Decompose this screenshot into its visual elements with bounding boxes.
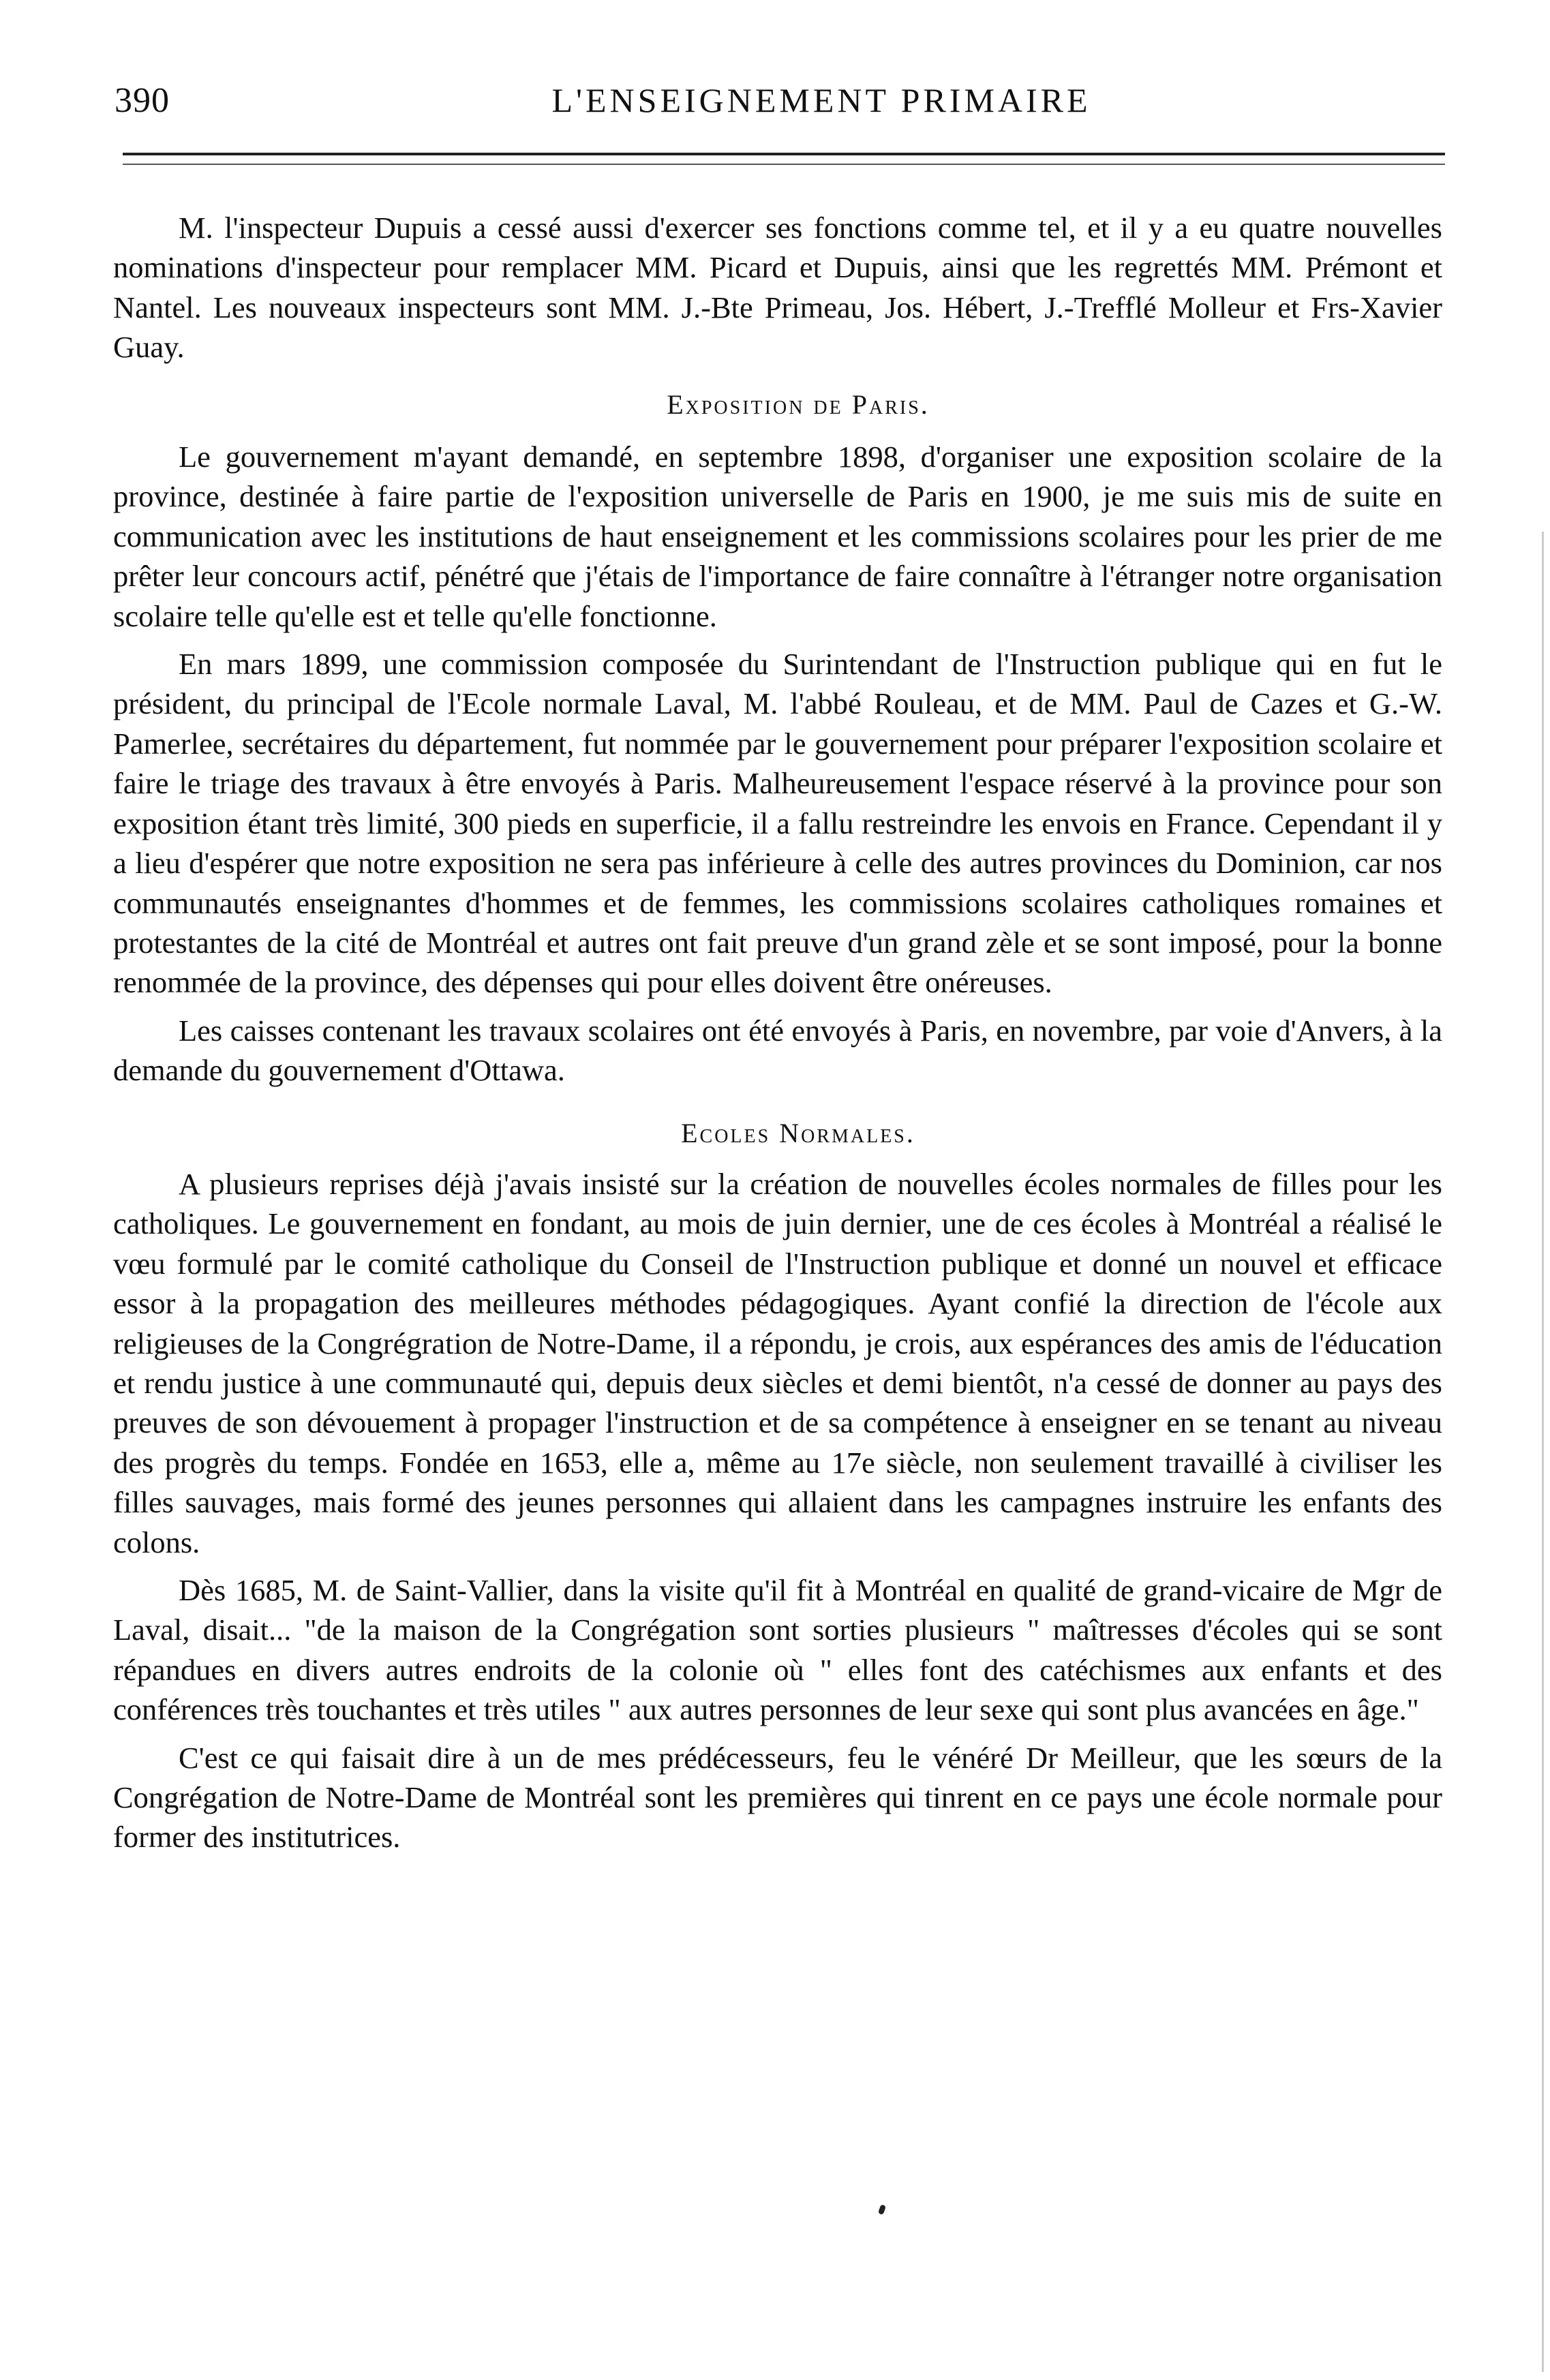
paragraph-ecoles-normales: A plusieurs reprises déjà j'avais insisté sur la création de nouvelles écoles normales de filles pour les catholiques. Le gouvernement en fondant, au mois de juin dernier, une de ces écoles à Montréal a réalisé le vœu formulé par le comité catholique du Conseil de l'Instruction publique et donné un nouvel et efficace essor à la propagation des meilleures méthodes pédagogiques. Ayant confié la direction de l'école aux religieuses de la Congrégration de Notre-Dame, il a répondu, je crois, aux espérances des amis de l'éducation et rendu justice à une communauté qui, depuis deux siècles et demi bientôt, n'a cessé de donner au pays des preuves de son dévouement à propager l'instruction et de sa compétence à enseigner en se tenant au niveau des progrès du temps. Fondée en 1653, elle a, même au 17e siècle, non seulement travaillé à civiliser les filles sauvages, mais formé des jeunes personnes qui allaient dans les campagnes instruire les enfants des colons. <box>113 1166 1442 1559</box>
section-heading-ecoles-normales: Ecoles Normales. <box>681 1117 915 1148</box>
ink-speck <box>878 2204 886 2215</box>
section-heading-exposition: Exposition de Paris. <box>667 388 930 420</box>
page-header <box>109 80 1445 135</box>
body-text <box>113 208 1442 1857</box>
page-number: 390 <box>115 81 170 120</box>
running-title: L'ENSEIGNEMENT PRIMAIRE <box>551 81 1091 119</box>
header-rule-top <box>123 153 1445 155</box>
paragraph-saint-vallier: Dès 1685, M. de Saint-Vallier, dans la visite qu'il fit à Montréal en qualité de grand-vicaire de Mgr de Laval, disait... "de la maison de la Congrégation sont sorties plusieurs " maîtresses d'écoles qui se sont répandues en divers autres endroits de la colonie où " elles font des catéchismes aux enfants et des conférences très touchantes et très utiles " aux autres personnes de leur sexe qui sont plus avancées en âge." <box>113 1573 1442 1727</box>
page-edge-shadow <box>1542 532 1544 2372</box>
paragraph-caisses: Les caisses contenant les travaux scolaires ont été envoyés à Paris, en novembre, par voie d'Anvers, à la demande du gouvernement d'Ottawa. <box>113 1013 1442 1088</box>
paragraph-exposition-intro: Le gouvernement m'ayant demandé, en septembre 1898, d'organiser une exposition scolaire de la province, destinée à faire partie de l'exposition universelle de Paris en 1900, je me suis mis de suite en communication avec les institutions de haut enseignement et les commissions scolaires pour les prier de me prêter leur concours actif, pénétré que j'étais de l'importance de faire connaître à l'étranger notre organisation scolaire telle qu'elle est et telle qu'elle fonctionne. <box>113 440 1442 633</box>
paragraph-inspecteurs: M. l'inspecteur Dupuis a cessé aussi d'exercer ses fonctions comme tel, et il y a eu quatre nouvelles nominations d'inspecteur pour remplacer MM. Picard et Dupuis, ainsi que les regrettés MM. Prémont et Nantel. Les nouveaux inspecteurs sont MM. J.-Bte Primeau, Jos. Hébert, J.-Trefflé Molleur et Frs-Xavier Guay. <box>113 211 1442 365</box>
paragraph-commission: En mars 1899, une commission composée du Surintendant de l'Instruction publique qui en fut le président, du principal de l'Ecole normale Laval, M. l'abbé Rouleau, et de MM. Paul de Cazes et G.-W. Pamerlee, secrétaires du département, fut nommée par le gouvernement pour préparer l'exposition scolaire et faire le triage des travaux à être envoyés à Paris. Malheureusement l'espace réservé à la province pour son exposition étant très limité, 300 pieds en superficie, il a fallu restreindre les envois en France. Cependant il y a lieu d'espérer que notre exposition ne sera pas inférieure à celle des autres provinces du Dominion, car nos communautés enseignantes d'hommes et de femmes, les commissions scolaires catholiques romaines et protestantes de la cité de Montréal et autres ont fait preuve d'un grand zèle et se sont imposé, pour la bonne renommée de la province, des dépenses qui pour elles doivent être onéreuses. <box>113 647 1442 1000</box>
header-rule-bottom <box>123 164 1445 165</box>
paragraph-meilleur: C'est ce qui faisait dire à un de mes prédécesseurs, feu le vénéré Dr Meilleur, que les sœurs de la Congrégation de Notre-Dame de Montréal sont les premières qui tinrent en ce pays une école normale pour former des institutrices. <box>113 1740 1442 1855</box>
